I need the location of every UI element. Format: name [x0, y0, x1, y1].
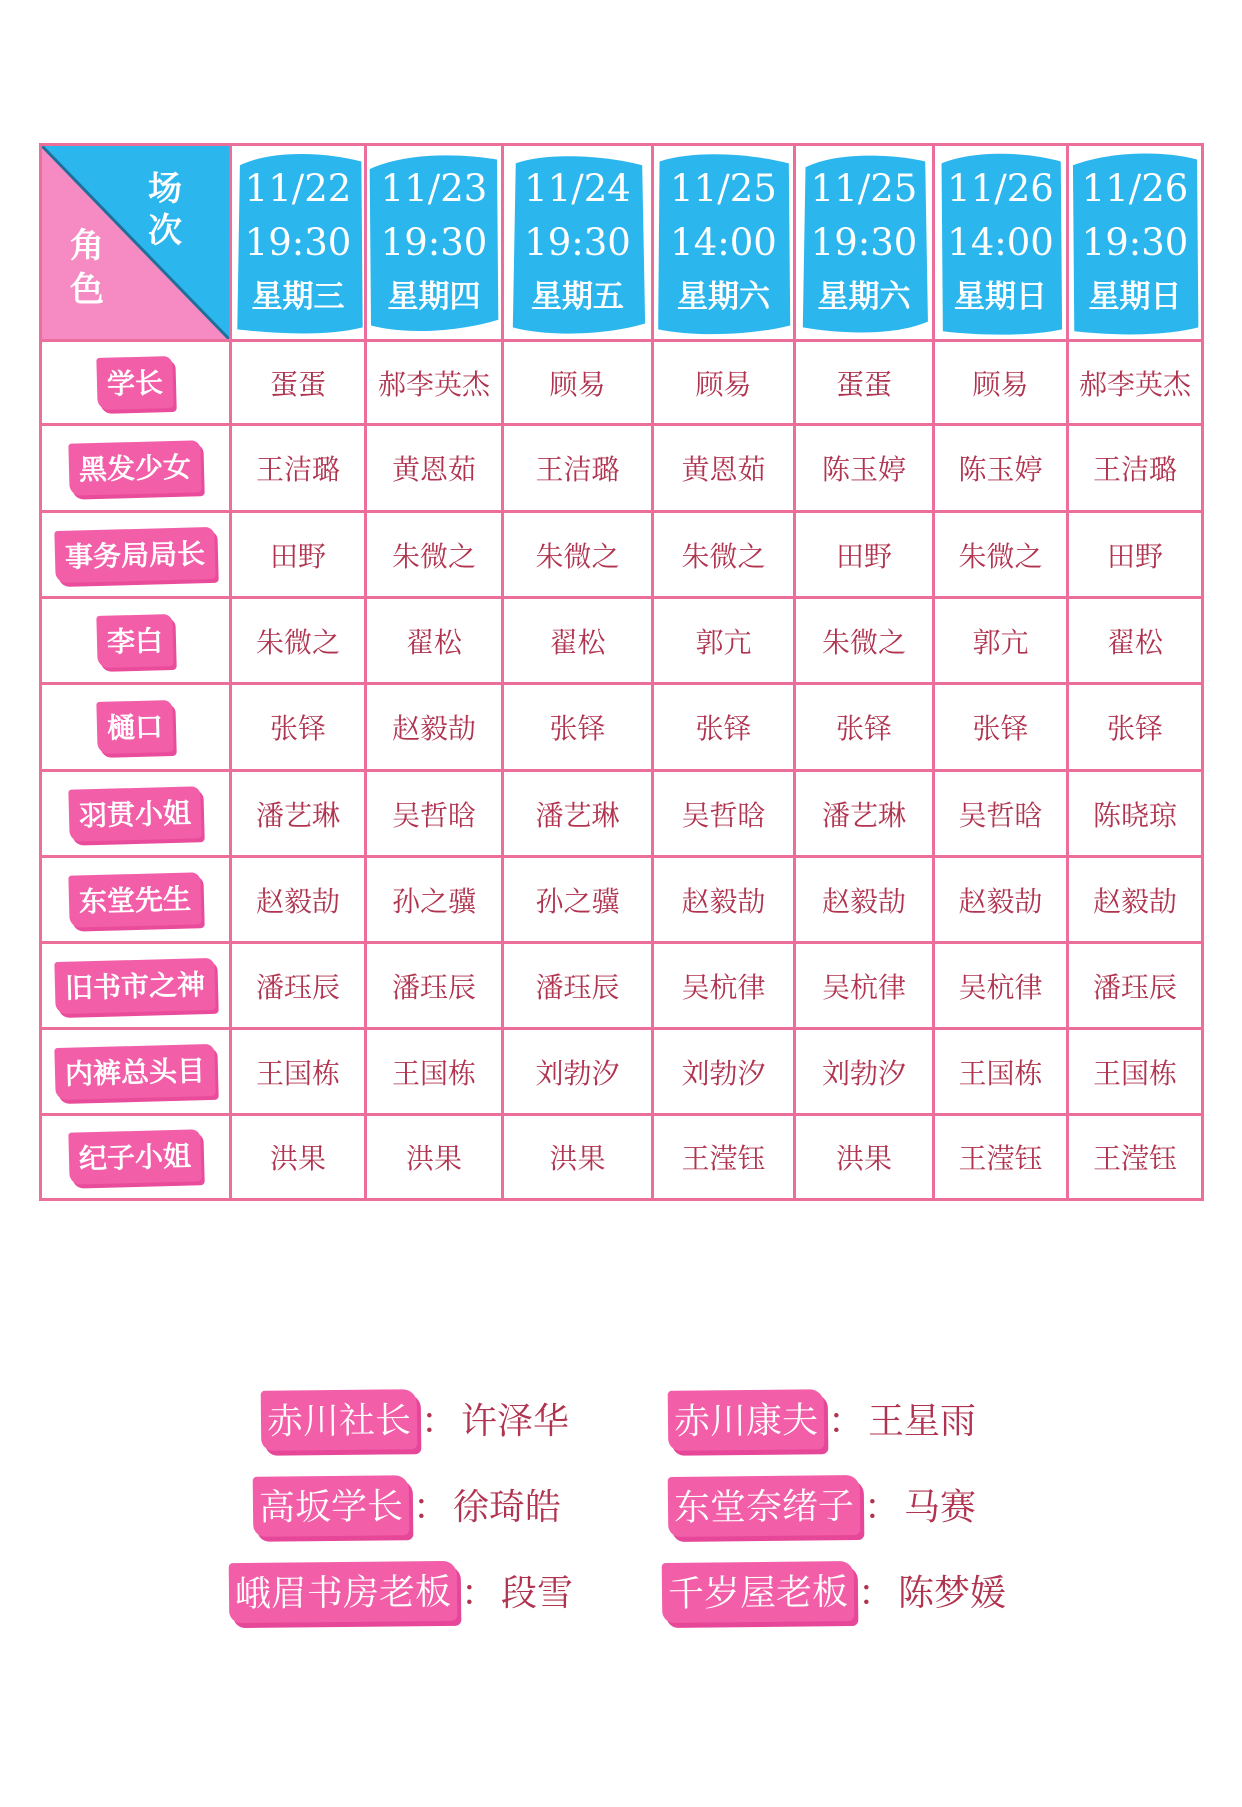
cast-cell: 洪果 — [795, 1115, 934, 1200]
cast-cell: 王滢钰 — [1068, 1115, 1203, 1200]
role-tag: 李白 — [97, 614, 174, 668]
role-tag: 旧书市之神 — [55, 957, 216, 1013]
role-tag: 学长 — [97, 356, 174, 410]
role-cell — [41, 1029, 231, 1115]
role-cell — [41, 425, 231, 512]
cast-cell: 赵毅劼 — [366, 684, 503, 771]
role-cell — [41, 684, 231, 771]
show-date: 11/25 — [810, 166, 918, 210]
fixed-cast-item — [662, 1562, 1006, 1622]
cast-cell: 王滢钰 — [653, 1115, 795, 1200]
cast-cell: 赵毅劼 — [231, 857, 366, 943]
cast-cell: 田野 — [231, 512, 366, 598]
cast-cell: 洪果 — [366, 1115, 503, 1200]
cast-cell: 黄恩茹 — [366, 425, 503, 512]
show-weekday: 星期三 — [251, 278, 345, 315]
role-cell — [41, 857, 231, 943]
show-weekday: 星期五 — [531, 278, 624, 315]
cast-cell: 陈玉婷 — [795, 425, 934, 512]
cast-cell: 张铎 — [503, 684, 653, 771]
fixed-cast-actor: 许泽华 — [461, 1401, 570, 1442]
cast-cell: 陈晓琼 — [1068, 771, 1203, 857]
fixed-cast-item — [668, 1390, 976, 1450]
fixed-cast-actor: 段雪 — [501, 1573, 574, 1614]
cast-cell: 吴杭律 — [934, 943, 1068, 1029]
role-cell — [41, 943, 231, 1029]
cast-cell: 赵毅劼 — [653, 857, 795, 943]
cast-cell: 孙之骥 — [503, 857, 653, 943]
show-header-3 — [503, 145, 653, 341]
cast-cell: 潘艺琳 — [231, 771, 366, 857]
cast-cell: 王国栋 — [231, 1029, 366, 1115]
cast-cell: 潘艺琳 — [795, 771, 934, 857]
role-row — [41, 857, 1203, 943]
fixed-cast-actor: 徐琦皓 — [453, 1487, 562, 1528]
cast-cell: 蛋蛋 — [231, 341, 366, 425]
cast-cell: 潘珏辰 — [231, 943, 366, 1029]
cast-cell: 吴哲晗 — [934, 771, 1068, 857]
show-time: 14:00 — [947, 220, 1054, 264]
show-time: 19:30 — [380, 220, 488, 264]
cast-cell: 刘勃汐 — [653, 1029, 795, 1115]
role-tag: 羽贯小姐 — [69, 786, 202, 841]
cast-cell: 吴杭律 — [795, 943, 934, 1029]
role-cell — [41, 341, 231, 425]
show-date: 11/24 — [524, 166, 631, 210]
show-time: 19:30 — [810, 220, 918, 264]
show-weekday: 星期六 — [677, 278, 770, 315]
cast-cell: 刘勃汐 — [795, 1029, 934, 1115]
cast-cell: 朱微之 — [231, 598, 366, 684]
cast-schedule-table — [39, 143, 1204, 1201]
role-tag: 事务局局长 — [55, 526, 216, 582]
show-header-2 — [366, 145, 503, 341]
role-row — [41, 1029, 1203, 1115]
fixed-cast-actor: 陈梦媛 — [898, 1573, 1007, 1614]
show-weekday: 星期六 — [817, 278, 911, 315]
cast-cell: 顾易 — [653, 341, 795, 425]
show-time: 19:30 — [524, 220, 631, 264]
cast-cell: 张铎 — [653, 684, 795, 771]
cast-cell: 朱微之 — [366, 512, 503, 598]
cast-cell: 张铎 — [231, 684, 366, 771]
cast-cell: 潘艺琳 — [503, 771, 653, 857]
cast-cell: 朱微之 — [795, 598, 934, 684]
cast-cell: 张铎 — [934, 684, 1068, 771]
cast-cell: 潘珏辰 — [366, 943, 503, 1029]
role-row — [41, 598, 1203, 684]
role-row — [41, 943, 1203, 1029]
role-row — [41, 512, 1203, 598]
corner-label-role: 角色 — [70, 226, 104, 310]
fixed-cast-item — [668, 1476, 976, 1536]
cast-cell: 吴杭律 — [653, 943, 795, 1029]
show-header-5 — [795, 145, 934, 341]
role-row — [41, 1115, 1203, 1200]
show-date: 11/26 — [947, 166, 1054, 210]
colon-separator: ： — [413, 1487, 450, 1528]
corner-cell — [41, 145, 231, 341]
cast-cell: 朱微之 — [934, 512, 1068, 598]
show-time: 19:30 — [244, 220, 352, 264]
show-weekday: 星期日 — [1088, 278, 1182, 315]
cast-cell: 顾易 — [934, 341, 1068, 425]
show-date: 11/22 — [244, 166, 352, 210]
cast-cell: 顾易 — [503, 341, 653, 425]
cast-cell: 王滢钰 — [934, 1115, 1068, 1200]
cast-cell: 朱微之 — [653, 512, 795, 598]
cast-cell: 刘勃汐 — [503, 1029, 653, 1115]
cast-cell: 赵毅劼 — [934, 857, 1068, 943]
role-row — [41, 341, 1203, 425]
cast-cell: 郭亢 — [653, 598, 795, 684]
show-date: 11/23 — [380, 166, 488, 210]
cast-cell: 郭亢 — [934, 598, 1068, 684]
cast-cell: 翟松 — [503, 598, 653, 684]
role-cell — [41, 512, 231, 598]
role-cell — [41, 1115, 231, 1200]
cast-cell: 潘珏辰 — [503, 943, 653, 1029]
cast-cell: 赵毅劼 — [795, 857, 934, 943]
cast-cell: 田野 — [795, 512, 934, 598]
cast-cell: 洪果 — [503, 1115, 653, 1200]
show-time: 14:00 — [670, 220, 777, 264]
fixed-cast-line — [0, 1562, 1242, 1622]
cast-cell: 吴哲晗 — [653, 771, 795, 857]
corner-label-scene: 场次 — [148, 169, 182, 251]
fixed-cast-line — [0, 1390, 1242, 1450]
cast-cell: 郝李英杰 — [1068, 341, 1203, 425]
fixed-cast-item — [261, 1390, 569, 1450]
fixed-cast-role: 峨眉书房老板 — [229, 1561, 458, 1623]
role-tag: 樋口 — [97, 700, 174, 754]
role-tag: 内裤总头目 — [55, 1043, 216, 1099]
cast-cell: 赵毅劼 — [1068, 857, 1203, 943]
cast-cell: 王洁璐 — [503, 425, 653, 512]
colon-separator: ： — [858, 1573, 895, 1614]
header-row — [41, 145, 1203, 341]
cast-cell: 洪果 — [231, 1115, 366, 1200]
role-tag: 黑发少女 — [69, 440, 202, 495]
cast-cell: 张铎 — [795, 684, 934, 771]
cast-cell: 张铎 — [1068, 684, 1203, 771]
colon-separator: ： — [421, 1401, 458, 1442]
fixed-cast-item — [229, 1562, 573, 1622]
cast-cell: 陈玉婷 — [934, 425, 1068, 512]
fixed-cast-role: 高坂学长 — [253, 1475, 410, 1537]
cast-cell: 蛋蛋 — [795, 341, 934, 425]
cast-cell: 翟松 — [366, 598, 503, 684]
fixed-cast-actor: 王星雨 — [868, 1401, 977, 1442]
cast-cell: 孙之骥 — [366, 857, 503, 943]
cast-cell: 朱微之 — [503, 512, 653, 598]
show-time: 19:30 — [1081, 220, 1189, 264]
show-header-6 — [934, 145, 1068, 341]
role-cell — [41, 771, 231, 857]
fixed-cast-item — [253, 1476, 561, 1536]
fixed-cast-role: 赤川康夫 — [668, 1389, 825, 1451]
cast-cell: 王洁璐 — [231, 425, 366, 512]
fixed-cast-actor: 马赛 — [904, 1487, 977, 1528]
show-header-1 — [231, 145, 366, 341]
colon-separator: ： — [461, 1573, 498, 1614]
fixed-cast-role: 赤川社长 — [261, 1389, 418, 1451]
role-row — [41, 771, 1203, 857]
cast-cell: 吴哲晗 — [366, 771, 503, 857]
show-weekday: 星期日 — [954, 278, 1047, 315]
colon-separator: ： — [828, 1401, 865, 1442]
cast-cell: 黄恩茹 — [653, 425, 795, 512]
role-row — [41, 425, 1203, 512]
fixed-cast-role: 东堂奈绪子 — [668, 1475, 861, 1537]
role-row — [41, 684, 1203, 771]
cast-cell: 翟松 — [1068, 598, 1203, 684]
cast-cell: 王国栋 — [934, 1029, 1068, 1115]
show-date: 11/26 — [1081, 166, 1189, 210]
fixed-cast-line — [0, 1476, 1242, 1536]
cast-cell: 潘珏辰 — [1068, 943, 1203, 1029]
role-tag: 东堂先生 — [69, 872, 202, 927]
cast-cell: 田野 — [1068, 512, 1203, 598]
show-date: 11/25 — [670, 166, 777, 210]
cast-cell: 王国栋 — [1068, 1029, 1203, 1115]
colon-separator: ： — [864, 1487, 901, 1528]
fixed-cast-role: 千岁屋老板 — [662, 1561, 855, 1623]
cast-cell: 郝李英杰 — [366, 341, 503, 425]
cast-cell: 王国栋 — [366, 1029, 503, 1115]
role-cell — [41, 598, 231, 684]
show-weekday: 星期四 — [387, 278, 481, 315]
show-header-4 — [653, 145, 795, 341]
role-tag: 纪子小姐 — [69, 1129, 202, 1184]
cast-cell: 王洁璐 — [1068, 425, 1203, 512]
show-header-7 — [1068, 145, 1203, 341]
